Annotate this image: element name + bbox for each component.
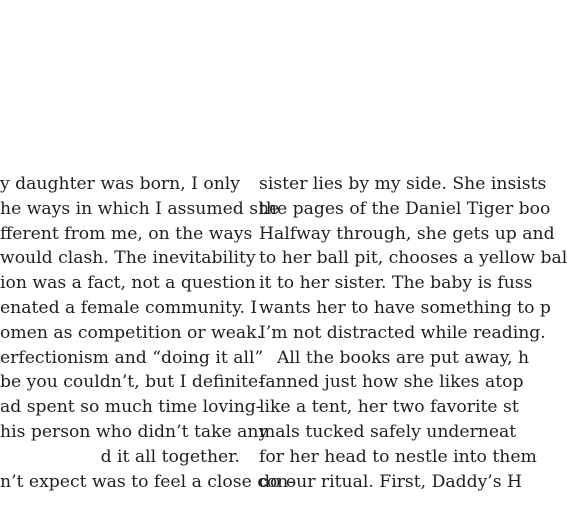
left-text-line: fferent from me, on the ways (0, 223, 253, 244)
left-text-line: ion was a fact, not a question (0, 273, 256, 294)
right-text-line: like a tent, her two favorite st (259, 397, 519, 418)
right-text-line: it to her sister. The baby is fuss (259, 273, 533, 294)
right-text-line: mals tucked safely underneat (259, 421, 517, 442)
left-page-text-column (0, 172, 295, 494)
left-text-line: he ways in which I assumed she (0, 198, 280, 219)
left-text-line: his person who didn’t take any (0, 421, 269, 442)
right-page-text-column (259, 172, 567, 494)
right-text-line: Halfway through, she gets up and (259, 223, 555, 244)
right-text-line: fanned just how she likes atop (259, 372, 524, 393)
left-text-line: ad spent so much time loving- (0, 397, 262, 418)
left-text-line: n’t expect was to feel a close con- (0, 471, 295, 492)
right-text-line: to her ball pit, chooses a yellow bal (259, 248, 567, 269)
right-text-line: wants her to have something to p (259, 297, 551, 318)
right-text-line: I’m not distracted while reading. (259, 322, 546, 343)
left-text-line: be you couldn’t, but I definite- (0, 372, 264, 393)
right-text-line: the pages of the Daniel Tiger boo (259, 198, 551, 219)
left-text-line: would clash. The inevitability (0, 248, 256, 269)
left-text-line: erfectionism and “doing it all” (0, 347, 264, 368)
left-text-line: omen as competition or weak. (0, 322, 263, 343)
left-text-line: enated a female community. I (0, 297, 258, 318)
left-text-line: d it all together. (100, 446, 240, 467)
left-text-line: y daughter was born, I only (0, 174, 241, 194)
right-text-line: sister lies by my side. She insists (259, 174, 547, 194)
right-text-line: for her head to nestle into them (259, 446, 537, 467)
right-text-line: do our ritual. First, Daddy’s H (259, 471, 523, 492)
right-text-line: All the books are put away, h (277, 347, 530, 368)
